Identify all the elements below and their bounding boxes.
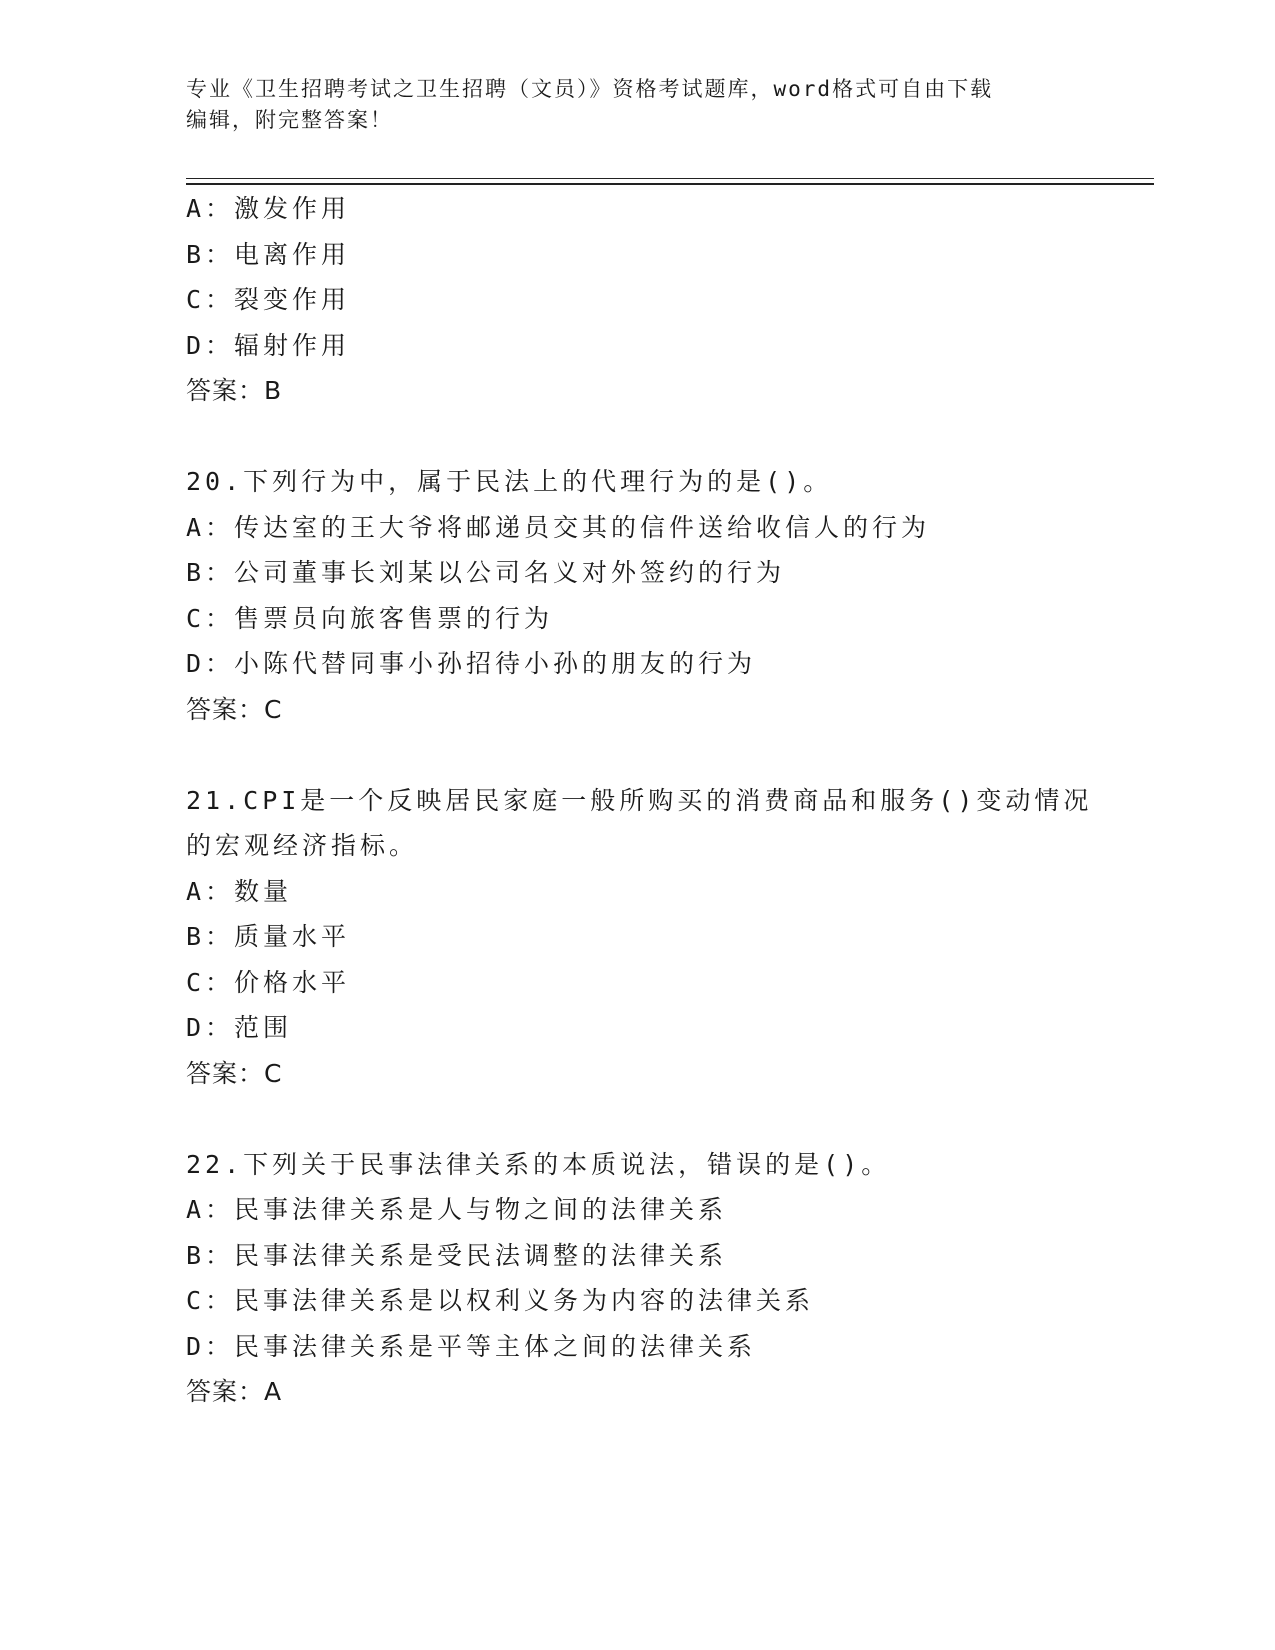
question-stem: 20.下列行为中，属于民法上的代理行为的是()。 — [186, 467, 833, 496]
answer: 答案：C — [186, 694, 283, 724]
option-d: D：民事法律关系是平等主体之间的法律关系 — [186, 1331, 757, 1361]
option-d: D：小陈代替同事小孙招待小孙的朋友的行为 — [186, 649, 757, 678]
option-b: B：民事法律关系是受民法调整的法律关系 — [186, 1240, 728, 1270]
option-a: A：激发作用 — [186, 194, 351, 223]
option-c: C：售票员向旅客售票的行为 — [186, 603, 554, 633]
question-22 — [186, 1142, 1086, 1415]
option-a: A：民事法律关系是人与物之间的法律关系 — [186, 1195, 728, 1224]
answer: 答案：C — [186, 1058, 283, 1088]
question-stem-line-1: 21.CPI是一个反映居民家庭一般所购买的消费商品和服务()变动情况 — [186, 785, 1093, 815]
header-line-2: 编辑，附完整答案！ — [186, 108, 393, 132]
header-divider-thick — [186, 183, 1154, 185]
option-a: A：传达室的王大爷将邮递员交其的信件送给收信人的行为 — [186, 512, 931, 542]
option-c: C：裂变作用 — [186, 285, 351, 314]
option-d: D：范围 — [186, 1013, 293, 1042]
option-d: D：辐射作用 — [186, 330, 351, 360]
question-stem: 22.下列关于民事法律关系的本质说法，错误的是()。 — [186, 1149, 891, 1179]
option-b: B：电离作用 — [186, 239, 351, 269]
page-header — [186, 74, 1086, 136]
header-line-1: 专业《卫生招聘考试之卫生招聘（文员）》资格考试题库，word格式可自由下载 — [186, 77, 994, 101]
option-c: C：民事法律关系是以权利义务为内容的法律关系 — [186, 1286, 815, 1315]
question-20 — [186, 459, 1086, 732]
answer: 答案：B — [186, 376, 283, 405]
option-a: A：数量 — [186, 876, 293, 906]
option-b: B：公司董事长刘某以公司名义对外签约的行为 — [186, 558, 786, 587]
spacer — [186, 414, 1086, 460]
question-stem-line-2: 的宏观经济指标。 — [186, 831, 419, 860]
option-b: B：质量水平 — [186, 922, 351, 951]
option-c: C：价格水平 — [186, 967, 351, 997]
answer: 答案：A — [186, 1377, 283, 1406]
question-19 — [186, 186, 1086, 414]
spacer — [186, 732, 1086, 778]
question-list — [186, 186, 1093, 1415]
header-divider-thin — [186, 178, 1154, 179]
question-21 — [186, 778, 1093, 1097]
spacer — [186, 1096, 1086, 1142]
